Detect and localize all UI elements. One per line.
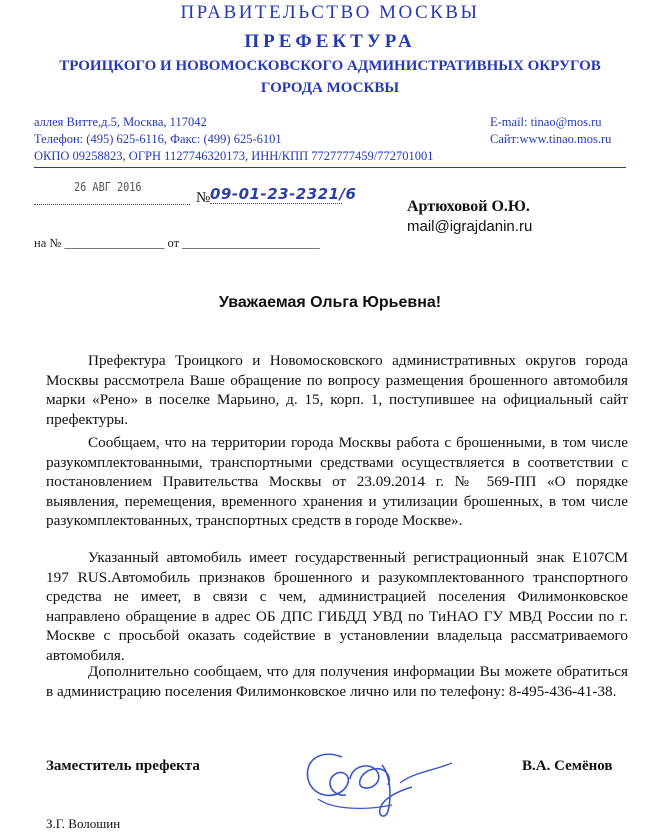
handwritten-signature-icon bbox=[282, 735, 462, 825]
signer-name: В.А. Семёнов bbox=[522, 758, 613, 774]
paragraph-1: Префектура Троицкого и Новомосковского административных округов города Москвы рассмотрела Ваше обращение по вопросу размещения брошенного автомобиля марки «Рено» в поселке Марьино, д. 15, корп. 1, поступившее на официальный сайт префектуры. bbox=[46, 352, 628, 428]
greeting: Уважаемая Ольга Юрьевна! bbox=[218, 294, 442, 311]
handwritten-reg-number: 09-01-23-2321/6 bbox=[210, 185, 357, 203]
letterhead-divider bbox=[34, 167, 626, 168]
number-underline bbox=[210, 203, 342, 204]
signer-position: Заместитель префекта bbox=[46, 758, 200, 774]
paragraph-2: Сообщаем, что на территории города Москвы работа с брошенными, в том числе разукомплектованными, транспортными средствами осуществляется в соответствии с постановлением Правительства Москвы от 23.09.2014 г. № 569-ПП «О порядке выявления, перемещения, временного хранения и утилизации брошенных, в том числе разукомплектованных, транспортных средств в городе Москве». bbox=[46, 434, 628, 530]
org-codes: ОКПО 09258823, ОГРН 1127746320173, ИНН/КПП 7727777459/772701001 bbox=[34, 149, 434, 163]
reply-reference: на № ________________ от ______________________ bbox=[34, 236, 320, 250]
email-contact: E-mail: tinao@mos.ru bbox=[490, 115, 602, 129]
recipient-email: mail@igrajdanin.ru bbox=[407, 218, 533, 235]
paragraph-3: Указанный автомобиль имеет государственный регистрационный знак Е107СМ 197 RUS.Автомобиль признаков брошенного и разукомплектованного транспортного средства не имеет, в связи с чем, администрацией поселения Филимонковское направлено обращение в адрес ОБ ДПС ГИБДД УВД по ТиНАО ГУ МВД России по г. Москве с просьбой оказать содействие в установлении владельца рассматриваемого автомобиля. bbox=[46, 549, 628, 664]
website: Сайт:www.tinao.mos.ru bbox=[490, 132, 612, 146]
phone-fax: Телефон: (495) 625-6116, Факс: (499) 625-6101 bbox=[34, 132, 282, 146]
recipient-name: Артюховой О.Ю. bbox=[407, 198, 530, 215]
address: аллея Витте,д.5, Москва, 117042 bbox=[34, 115, 207, 129]
number-sign: № bbox=[196, 190, 211, 206]
date-stamp: 26 АВГ 2016 bbox=[74, 180, 142, 194]
city-title: ГОРОДА МОСКВЫ bbox=[260, 80, 400, 96]
paragraph-4: Дополнительно сообщаем, что для получения информации Вы можете обратиться в администрацию поселения Филимонковское лично или по телефону: 8-495-436-41-38. bbox=[46, 663, 628, 700]
districts-title: ТРОИЦКОГО И НОВОМОСКОВСКОГО АДМИНИСТРАТИВНЫХ ОКРУГОВ bbox=[59, 58, 601, 74]
executor-name: З.Г. Волошин bbox=[46, 816, 121, 831]
government-title: ПРАВИТЕЛЬСТВО МОСКВЫ bbox=[180, 2, 480, 23]
prefecture-title: ПРЕФЕКТУРА bbox=[244, 31, 416, 52]
